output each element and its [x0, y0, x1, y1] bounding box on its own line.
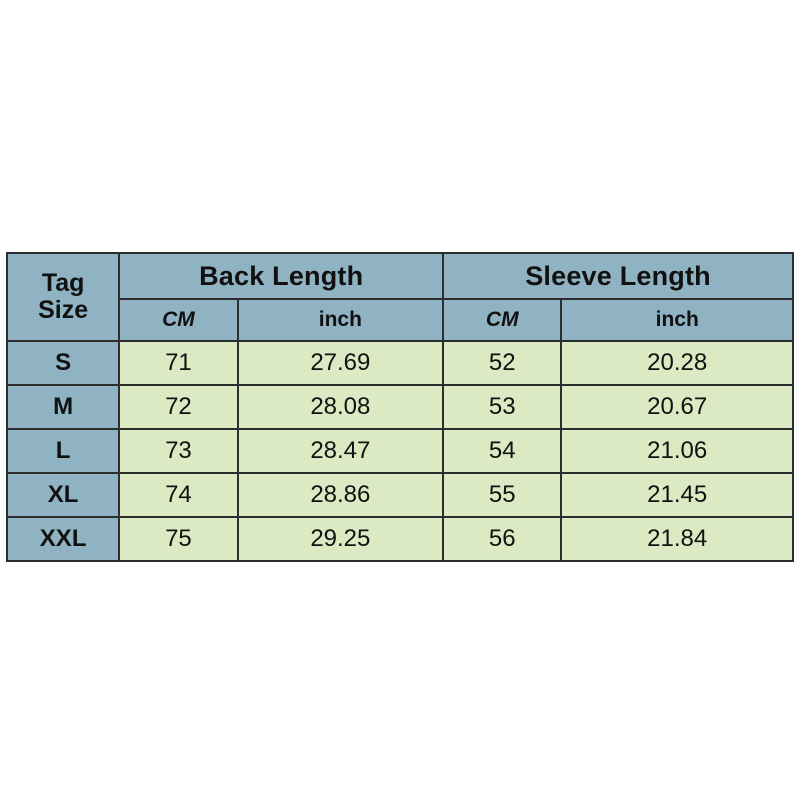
tag-size-header-line1: Tag	[41, 268, 85, 297]
table-header-row-units	[7, 299, 793, 341]
table-row	[7, 341, 793, 385]
row-sleeve-cm: 53	[443, 385, 561, 429]
size-chart-table	[6, 252, 794, 562]
row-sleeve-cm: 54	[443, 429, 561, 473]
row-back-inch: 29.25	[238, 517, 444, 561]
row-size: L	[7, 429, 119, 473]
table-row	[7, 517, 793, 561]
row-back-cm: 71	[119, 341, 237, 385]
row-back-cm: 72	[119, 385, 237, 429]
row-back-inch: 28.86	[238, 473, 444, 517]
table-row	[7, 429, 793, 473]
row-sleeve-cm: 55	[443, 473, 561, 517]
tag-size-header	[7, 253, 119, 341]
row-back-inch: 28.47	[238, 429, 444, 473]
row-sleeve-inch: 21.06	[561, 429, 793, 473]
row-back-cm: 75	[119, 517, 237, 561]
table-header	[7, 253, 793, 341]
table-header-row-groups	[7, 253, 793, 299]
sleeve-length-header: Sleeve Length	[443, 253, 793, 299]
row-size: XXL	[7, 517, 119, 561]
row-sleeve-inch: 20.28	[561, 341, 793, 385]
row-back-inch: 27.69	[238, 341, 444, 385]
back-length-header: Back Length	[119, 253, 443, 299]
sleeve-inch-header: inch	[561, 299, 793, 341]
row-back-cm: 74	[119, 473, 237, 517]
row-sleeve-inch: 21.84	[561, 517, 793, 561]
row-size: M	[7, 385, 119, 429]
table-row	[7, 473, 793, 517]
row-sleeve-inch: 20.67	[561, 385, 793, 429]
sleeve-cm-header: CM	[443, 299, 561, 341]
tag-size-header-line2: Size	[38, 296, 89, 324]
row-sleeve-cm: 56	[443, 517, 561, 561]
row-sleeve-inch: 21.45	[561, 473, 793, 517]
row-size: S	[7, 341, 119, 385]
row-back-cm: 73	[119, 429, 237, 473]
table-body	[7, 341, 793, 561]
row-size: XL	[7, 473, 119, 517]
table-row	[7, 385, 793, 429]
row-back-inch: 28.08	[238, 385, 444, 429]
row-sleeve-cm: 52	[443, 341, 561, 385]
back-inch-header: inch	[238, 299, 444, 341]
back-cm-header: CM	[119, 299, 237, 341]
